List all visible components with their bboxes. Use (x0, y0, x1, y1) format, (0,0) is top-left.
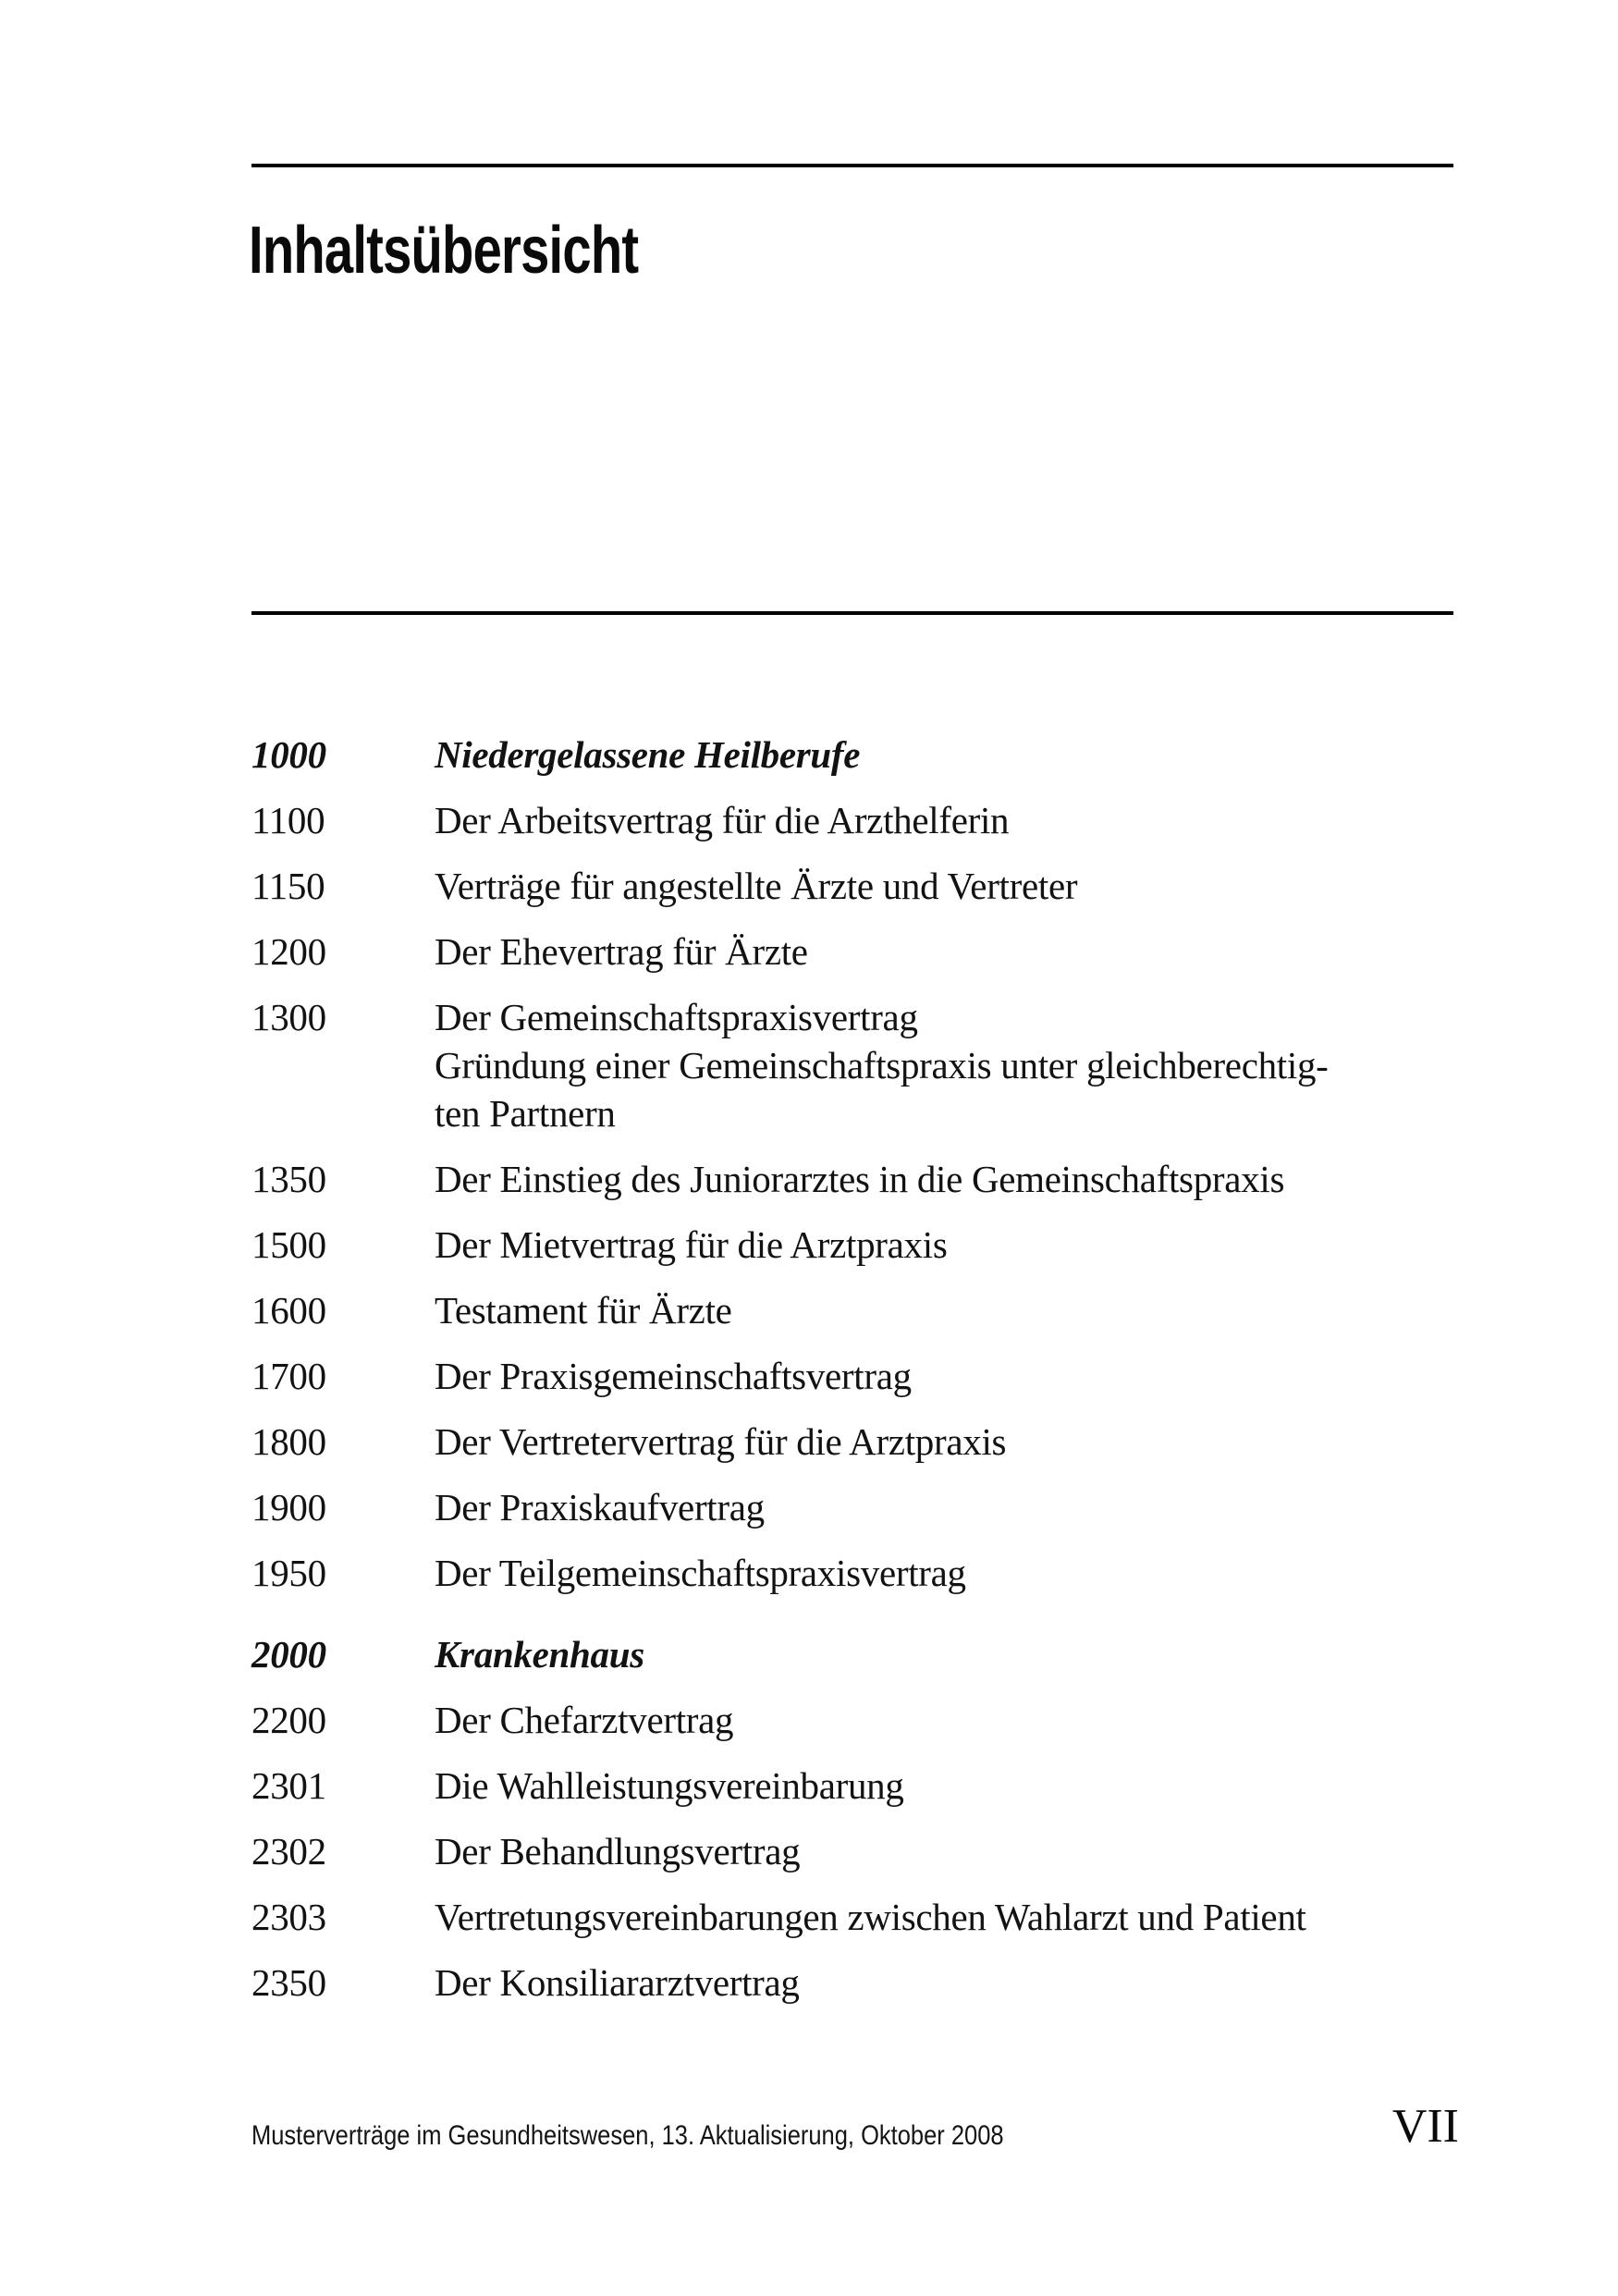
toc-title-line: ten Partnern (435, 1092, 616, 1135)
toc-number: 2303 (251, 1896, 326, 1938)
toc-section-row (251, 1630, 1457, 1678)
toc-number: 1300 (251, 996, 326, 1038)
toc-row (251, 1893, 1457, 1941)
toc-row (251, 1352, 1457, 1400)
toc-row (251, 1827, 1457, 1875)
toc-title: Der Praxisgemeinschaftsvertrag (435, 1355, 912, 1397)
page-number: VII (1391, 2100, 1459, 2153)
toc-number: 1150 (251, 865, 325, 907)
toc-row (251, 1155, 1457, 1203)
toc-row (251, 1958, 1457, 2007)
middle-rule (251, 611, 1453, 615)
toc-number: 1350 (251, 1158, 326, 1200)
toc-title: Die Wahlleistungsvereinbarung (435, 1764, 904, 1807)
toc-row (251, 1286, 1457, 1334)
toc-number: 1000 (251, 733, 326, 776)
toc-title: Der Praxiskaufvertrag (435, 1486, 765, 1529)
toc-number: 1900 (251, 1486, 326, 1529)
toc-title: Der Behandlungsvertrag (435, 1830, 801, 1872)
toc-number: 1800 (251, 1420, 326, 1463)
toc-title: Krankenhaus (435, 1633, 644, 1676)
toc-title: Der Mietvertrag für die Arztpraxis (435, 1223, 948, 1266)
toc-row (251, 1418, 1457, 1466)
toc-number: 1600 (251, 1289, 326, 1332)
top-rule (251, 164, 1453, 167)
toc-number: 2301 (251, 1764, 326, 1807)
toc-row (251, 1762, 1457, 1810)
toc-number: 1700 (251, 1355, 326, 1397)
toc-title: Vertretungsvereinbarungen zwischen Wahlarzt und Patient (435, 1896, 1306, 1938)
toc-title: Der Einstieg des Juniorarztes in die Gemeinschaftspraxis (435, 1158, 1285, 1200)
toc-title (435, 993, 1457, 1137)
toc-row (251, 1483, 1457, 1531)
toc-title: Niedergelassene Heilberufe (435, 733, 861, 776)
toc-row (251, 1696, 1457, 1744)
toc-row (251, 796, 1457, 844)
toc-number: 2000 (251, 1633, 326, 1676)
page-title: Inhaltsübersicht (249, 214, 639, 288)
toc-number: 2200 (251, 1699, 326, 1741)
toc-section-row (251, 731, 1457, 779)
toc-number: 1950 (251, 1552, 326, 1594)
toc-number: 2350 (251, 1961, 326, 2004)
toc-title: Verträge für angestellte Ärzte und Vertreter (435, 865, 1078, 907)
toc-title: Der Arbeitsvertrag für die Arzthelferin (435, 799, 1010, 841)
toc-number: 2302 (251, 1830, 326, 1872)
toc-number: 1200 (251, 930, 326, 973)
toc-title: Der Chefarztvertrag (435, 1699, 734, 1741)
toc-title: Der Ehevertrag für Ärzte (435, 930, 808, 973)
toc-title: Der Vertretervertrag für die Arztpraxis (435, 1420, 1007, 1463)
toc-row (251, 993, 1457, 1137)
toc-title-line: Gründung einer Gemeinschaftspraxis unter gleichberechtig- (435, 1044, 1329, 1087)
toc-title-line: Der Gemeinschaftspraxisvertrag (435, 996, 918, 1038)
toc-row (251, 927, 1457, 976)
toc-row (251, 1549, 1457, 1597)
footer-edition-note: Musterverträge im Gesundheitswesen, 13. Aktualisierung, Oktober 2008 (251, 2120, 1004, 2151)
toc-number: 1100 (251, 799, 325, 841)
toc-title: Der Teilgemeinschaftspraxisvertrag (435, 1552, 966, 1594)
toc-row (251, 1221, 1457, 1269)
toc-title: Der Konsiliararztvertrag (435, 1961, 800, 2004)
table-of-contents (251, 731, 1457, 2024)
toc-row (251, 862, 1457, 910)
toc-title: Testament für Ärzte (435, 1289, 732, 1332)
toc-number: 1500 (251, 1223, 326, 1266)
